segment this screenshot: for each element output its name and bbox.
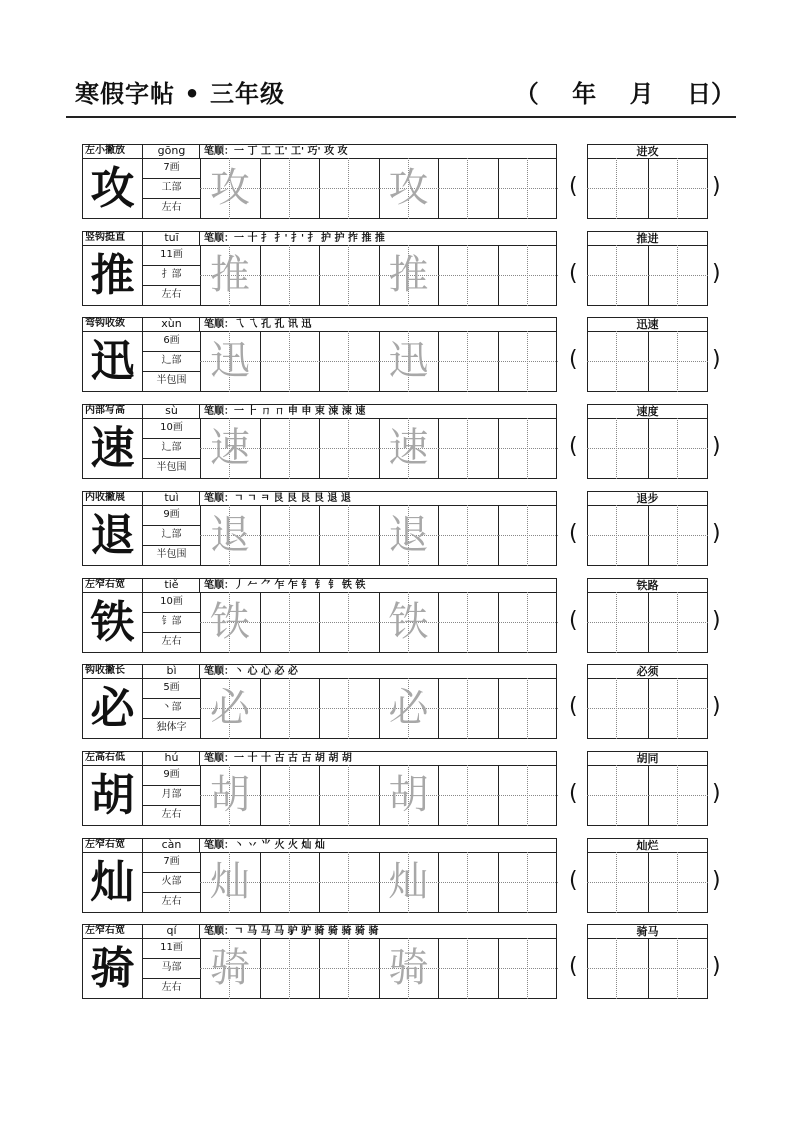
- stroke-order: 笔顺：ㄱ ㄱ ㅋ 艮 艮 艮 艮 退 退: [204, 493, 351, 504]
- practice-square[interactable]: [260, 852, 320, 913]
- stroke-count: 7画: [163, 162, 180, 173]
- practice-square[interactable]: [260, 505, 320, 566]
- practice-square[interactable]: [438, 592, 498, 653]
- trace-character: 必: [210, 685, 250, 731]
- word-square[interactable]: [587, 592, 647, 653]
- left-paren: (: [569, 261, 578, 286]
- word-label: 胡同: [636, 752, 659, 765]
- writing-tip: 左窄右宽: [85, 925, 125, 936]
- trace-character: 必: [388, 685, 429, 731]
- stroke-count: 6画: [163, 335, 180, 346]
- practice-square[interactable]: [319, 331, 379, 392]
- practice-square[interactable]: [498, 158, 558, 219]
- practice-square[interactable]: [438, 331, 498, 392]
- practice-square[interactable]: [498, 245, 558, 306]
- stroke-order: 笔顺：ㄱ 马 马 马 驴 驴 骑 骑 骑 骑 骑: [204, 926, 379, 937]
- word-square[interactable]: [587, 245, 647, 306]
- stroke-count: 9画: [163, 509, 180, 520]
- writing-tip: 左小撇放: [85, 145, 125, 156]
- main-character: 攻: [90, 163, 135, 214]
- left-paren: (: [569, 434, 578, 459]
- practice-square[interactable]: [379, 592, 439, 653]
- left-paren: (: [569, 347, 578, 372]
- practice-row: [82, 144, 728, 219]
- right-paren: ): [712, 347, 721, 372]
- page-header: [75, 74, 735, 108]
- structure: 左右: [161, 982, 182, 993]
- practice-square[interactable]: [319, 765, 379, 826]
- stroke-count: 9画: [163, 769, 180, 780]
- radical: 马部: [161, 962, 182, 973]
- pinyin: tuì: [164, 491, 179, 504]
- pinyin: bì: [166, 664, 177, 677]
- structure: 半包围: [156, 549, 187, 560]
- main-character: 铁: [90, 597, 135, 648]
- trace-character: 速: [388, 425, 429, 471]
- word-square[interactable]: [587, 765, 647, 826]
- practice-square[interactable]: [498, 418, 558, 479]
- structure: 左右: [161, 636, 182, 647]
- structure: 左右: [161, 896, 182, 907]
- writing-tip: 左高右低: [85, 752, 125, 763]
- trace-character: 推: [388, 252, 429, 298]
- word-label: 推进: [636, 232, 659, 245]
- word-square[interactable]: [587, 158, 647, 219]
- trace-character: 推: [210, 252, 250, 298]
- stroke-count: 7画: [163, 856, 180, 867]
- pinyin: sù: [165, 404, 178, 417]
- radical: 扌部: [161, 269, 182, 280]
- radical: 辶部: [161, 355, 182, 366]
- practice-square[interactable]: [319, 245, 379, 306]
- structure: 左右: [161, 202, 182, 213]
- left-paren: (: [569, 174, 578, 199]
- right-paren: ): [712, 954, 721, 979]
- practice-square[interactable]: [379, 505, 439, 566]
- stroke-count: 5画: [163, 682, 180, 693]
- word-square[interactable]: [587, 418, 647, 479]
- right-paren: ): [712, 434, 721, 459]
- writing-tip: 钩收撇长: [85, 665, 125, 676]
- practice-square[interactable]: [260, 245, 320, 306]
- practice-row: [82, 231, 728, 306]
- practice-square[interactable]: [438, 505, 498, 566]
- pinyin: hú: [164, 751, 179, 764]
- right-paren: ): [712, 261, 721, 286]
- practice-square[interactable]: [319, 158, 379, 219]
- main-character: 骑: [90, 943, 135, 994]
- pinyin: qí: [166, 924, 177, 937]
- pinyin: càn: [161, 838, 182, 851]
- main-character: 必: [90, 683, 135, 734]
- practice-square[interactable]: [319, 592, 379, 653]
- word-label: 迅速: [636, 318, 659, 331]
- word-square[interactable]: [648, 245, 708, 306]
- main-character: 退: [90, 510, 135, 561]
- writing-tip: 弯钩收敛: [85, 318, 125, 329]
- word-square[interactable]: [648, 938, 708, 999]
- structure: 左右: [161, 809, 182, 820]
- page-title: 寒假字帖 • 三年级: [75, 80, 286, 108]
- radical: 月部: [161, 789, 182, 800]
- stroke-count: 11画: [160, 942, 183, 953]
- stroke-order: 笔顺：丶 心 心 必 必: [204, 666, 298, 677]
- main-character: 推: [90, 250, 135, 301]
- practice-square[interactable]: [260, 938, 320, 999]
- practice-square[interactable]: [260, 418, 320, 479]
- word-label: 进攻: [636, 145, 659, 158]
- practice-square[interactable]: [438, 852, 498, 913]
- practice-square[interactable]: [498, 938, 558, 999]
- practice-square[interactable]: [438, 245, 498, 306]
- practice-square[interactable]: [200, 505, 260, 566]
- header-divider: [66, 116, 736, 118]
- left-paren: (: [569, 781, 578, 806]
- main-character: 胡: [90, 770, 135, 821]
- word-square[interactable]: [648, 505, 708, 566]
- right-paren: ): [712, 781, 721, 806]
- stroke-order: 笔顺：一 十 扌 扌' 扌' 扌 护 护 拃 推 推: [204, 233, 385, 244]
- trace-character: 迅: [210, 338, 250, 384]
- trace-character: 铁: [388, 599, 429, 645]
- trace-character: 胡: [388, 772, 429, 818]
- practice-square[interactable]: [438, 765, 498, 826]
- structure: 独体字: [156, 722, 187, 733]
- practice-square[interactable]: [498, 765, 558, 826]
- word-label: 铁路: [636, 579, 659, 592]
- practice-square[interactable]: [379, 245, 439, 306]
- stroke-order: 笔顺：丿 𠂉 ⺈ 乍 乍 钅 钅 钅 铁 铁: [204, 580, 366, 591]
- practice-square[interactable]: [200, 331, 260, 392]
- word-label: 骑马: [636, 925, 659, 938]
- practice-square[interactable]: [319, 418, 379, 479]
- practice-square[interactable]: [498, 505, 558, 566]
- word-label: 必须: [636, 665, 659, 678]
- practice-square[interactable]: [379, 765, 439, 826]
- pinyin: xùn: [161, 317, 182, 330]
- main-character: 迅: [90, 336, 135, 387]
- practice-square[interactable]: [260, 765, 320, 826]
- right-paren: ): [712, 608, 721, 633]
- practice-row: [82, 317, 728, 392]
- word-square[interactable]: [587, 852, 647, 913]
- stroke-order: 笔顺：乁 乁 孔 孔 讯 迅: [204, 319, 312, 330]
- radical: 钅部: [161, 616, 182, 627]
- trace-character: 攻: [388, 165, 429, 211]
- practice-square[interactable]: [379, 938, 439, 999]
- practice-square[interactable]: [379, 158, 439, 219]
- left-paren: (: [569, 868, 578, 893]
- trace-character: 骑: [210, 945, 250, 991]
- radical: 火部: [161, 876, 182, 887]
- right-paren: ): [712, 694, 721, 719]
- practice-square[interactable]: [200, 852, 260, 913]
- word-square[interactable]: [648, 158, 708, 219]
- practice-square[interactable]: [319, 852, 379, 913]
- practice-square[interactable]: [379, 678, 439, 739]
- structure: 左右: [161, 289, 182, 300]
- practice-square[interactable]: [260, 331, 320, 392]
- practice-square[interactable]: [200, 418, 260, 479]
- stroke-order: 笔顺：一 ⺊ ㄇ ㄇ 申 申 束 涑 涑 速: [204, 406, 366, 417]
- right-paren: ): [712, 521, 721, 546]
- practice-row: [82, 491, 728, 566]
- practice-row: [82, 404, 728, 479]
- practice-square[interactable]: [438, 158, 498, 219]
- practice-square[interactable]: [379, 418, 439, 479]
- radical: 工部: [161, 182, 182, 193]
- practice-square[interactable]: [438, 938, 498, 999]
- radical: 丶部: [161, 702, 182, 713]
- left-paren: (: [569, 954, 578, 979]
- word-square[interactable]: [648, 678, 708, 739]
- writing-tip: 内收撇展: [85, 492, 125, 503]
- stroke-order: 笔顺：丶 丷 ⺌ 火 火 灿 灿: [204, 840, 325, 851]
- word-label: 速度: [636, 405, 659, 418]
- writing-tip: 内部写高: [85, 405, 125, 416]
- trace-character: 退: [388, 512, 429, 558]
- practice-square[interactable]: [498, 852, 558, 913]
- pinyin: tuī: [164, 231, 179, 244]
- stroke-count: 11画: [160, 249, 183, 260]
- writing-tip: 左窄右宽: [85, 839, 125, 850]
- left-paren: (: [569, 608, 578, 633]
- word-square[interactable]: [648, 765, 708, 826]
- right-paren: ): [712, 868, 721, 893]
- stroke-order: 笔顺：一 丁 工 工' 工' 巧' 攻 攻: [204, 146, 348, 157]
- practice-square[interactable]: [319, 938, 379, 999]
- practice-square[interactable]: [260, 592, 320, 653]
- word-square[interactable]: [587, 331, 647, 392]
- left-paren: (: [569, 694, 578, 719]
- practice-row: [82, 838, 728, 913]
- practice-row: [82, 751, 728, 826]
- radical: 辶部: [161, 529, 182, 540]
- pinyin: tiě: [164, 578, 179, 591]
- structure: 半包围: [156, 375, 187, 386]
- word-square[interactable]: [648, 331, 708, 392]
- word-square[interactable]: [648, 852, 708, 913]
- practice-square[interactable]: [379, 331, 439, 392]
- left-paren: (: [569, 521, 578, 546]
- right-paren: ): [712, 174, 721, 199]
- trace-character: 灿: [388, 859, 429, 905]
- stroke-count: 10画: [160, 422, 183, 433]
- word-square[interactable]: [587, 678, 647, 739]
- word-square[interactable]: [587, 505, 647, 566]
- practice-square[interactable]: [438, 678, 498, 739]
- practice-square[interactable]: [319, 505, 379, 566]
- practice-square[interactable]: [438, 418, 498, 479]
- practice-square[interactable]: [200, 245, 260, 306]
- pinyin: gōng: [157, 144, 186, 157]
- trace-character: 灿: [210, 859, 250, 905]
- practice-square[interactable]: [200, 592, 260, 653]
- practice-square[interactable]: [200, 678, 260, 739]
- word-label: 灿烂: [636, 839, 659, 852]
- writing-tip: 左窄右宽: [85, 579, 125, 590]
- practice-square[interactable]: [260, 158, 320, 219]
- word-square[interactable]: [587, 938, 647, 999]
- main-character: 速: [90, 423, 135, 474]
- practice-square[interactable]: [319, 678, 379, 739]
- practice-square[interactable]: [260, 678, 320, 739]
- main-character: 灿: [90, 857, 135, 908]
- writing-tip: 竖钩挺直: [85, 232, 125, 243]
- radical: 辶部: [161, 442, 182, 453]
- date-field: （ 年 月 日）: [514, 80, 735, 108]
- trace-character: 迅: [388, 338, 429, 384]
- practice-row: [82, 924, 728, 999]
- trace-character: 铁: [210, 599, 250, 645]
- stroke-count: 10画: [160, 596, 183, 607]
- trace-character: 退: [210, 512, 250, 558]
- trace-character: 胡: [210, 772, 250, 818]
- practice-square[interactable]: [498, 678, 558, 739]
- stroke-order: 笔顺：一 十 十 古 古 古 胡 胡 胡: [204, 753, 352, 764]
- practice-square[interactable]: [498, 592, 558, 653]
- practice-square[interactable]: [200, 938, 260, 999]
- practice-square[interactable]: [200, 765, 260, 826]
- trace-character: 骑: [388, 945, 429, 991]
- practice-square[interactable]: [379, 852, 439, 913]
- practice-row: [82, 578, 728, 653]
- word-square[interactable]: [648, 418, 708, 479]
- trace-character: 攻: [210, 165, 250, 211]
- trace-character: 速: [210, 425, 250, 471]
- practice-row: [82, 664, 728, 739]
- structure: 半包围: [156, 462, 187, 473]
- practice-square[interactable]: [498, 331, 558, 392]
- practice-square[interactable]: [200, 158, 260, 219]
- word-label: 退步: [636, 492, 659, 505]
- word-square[interactable]: [648, 592, 708, 653]
